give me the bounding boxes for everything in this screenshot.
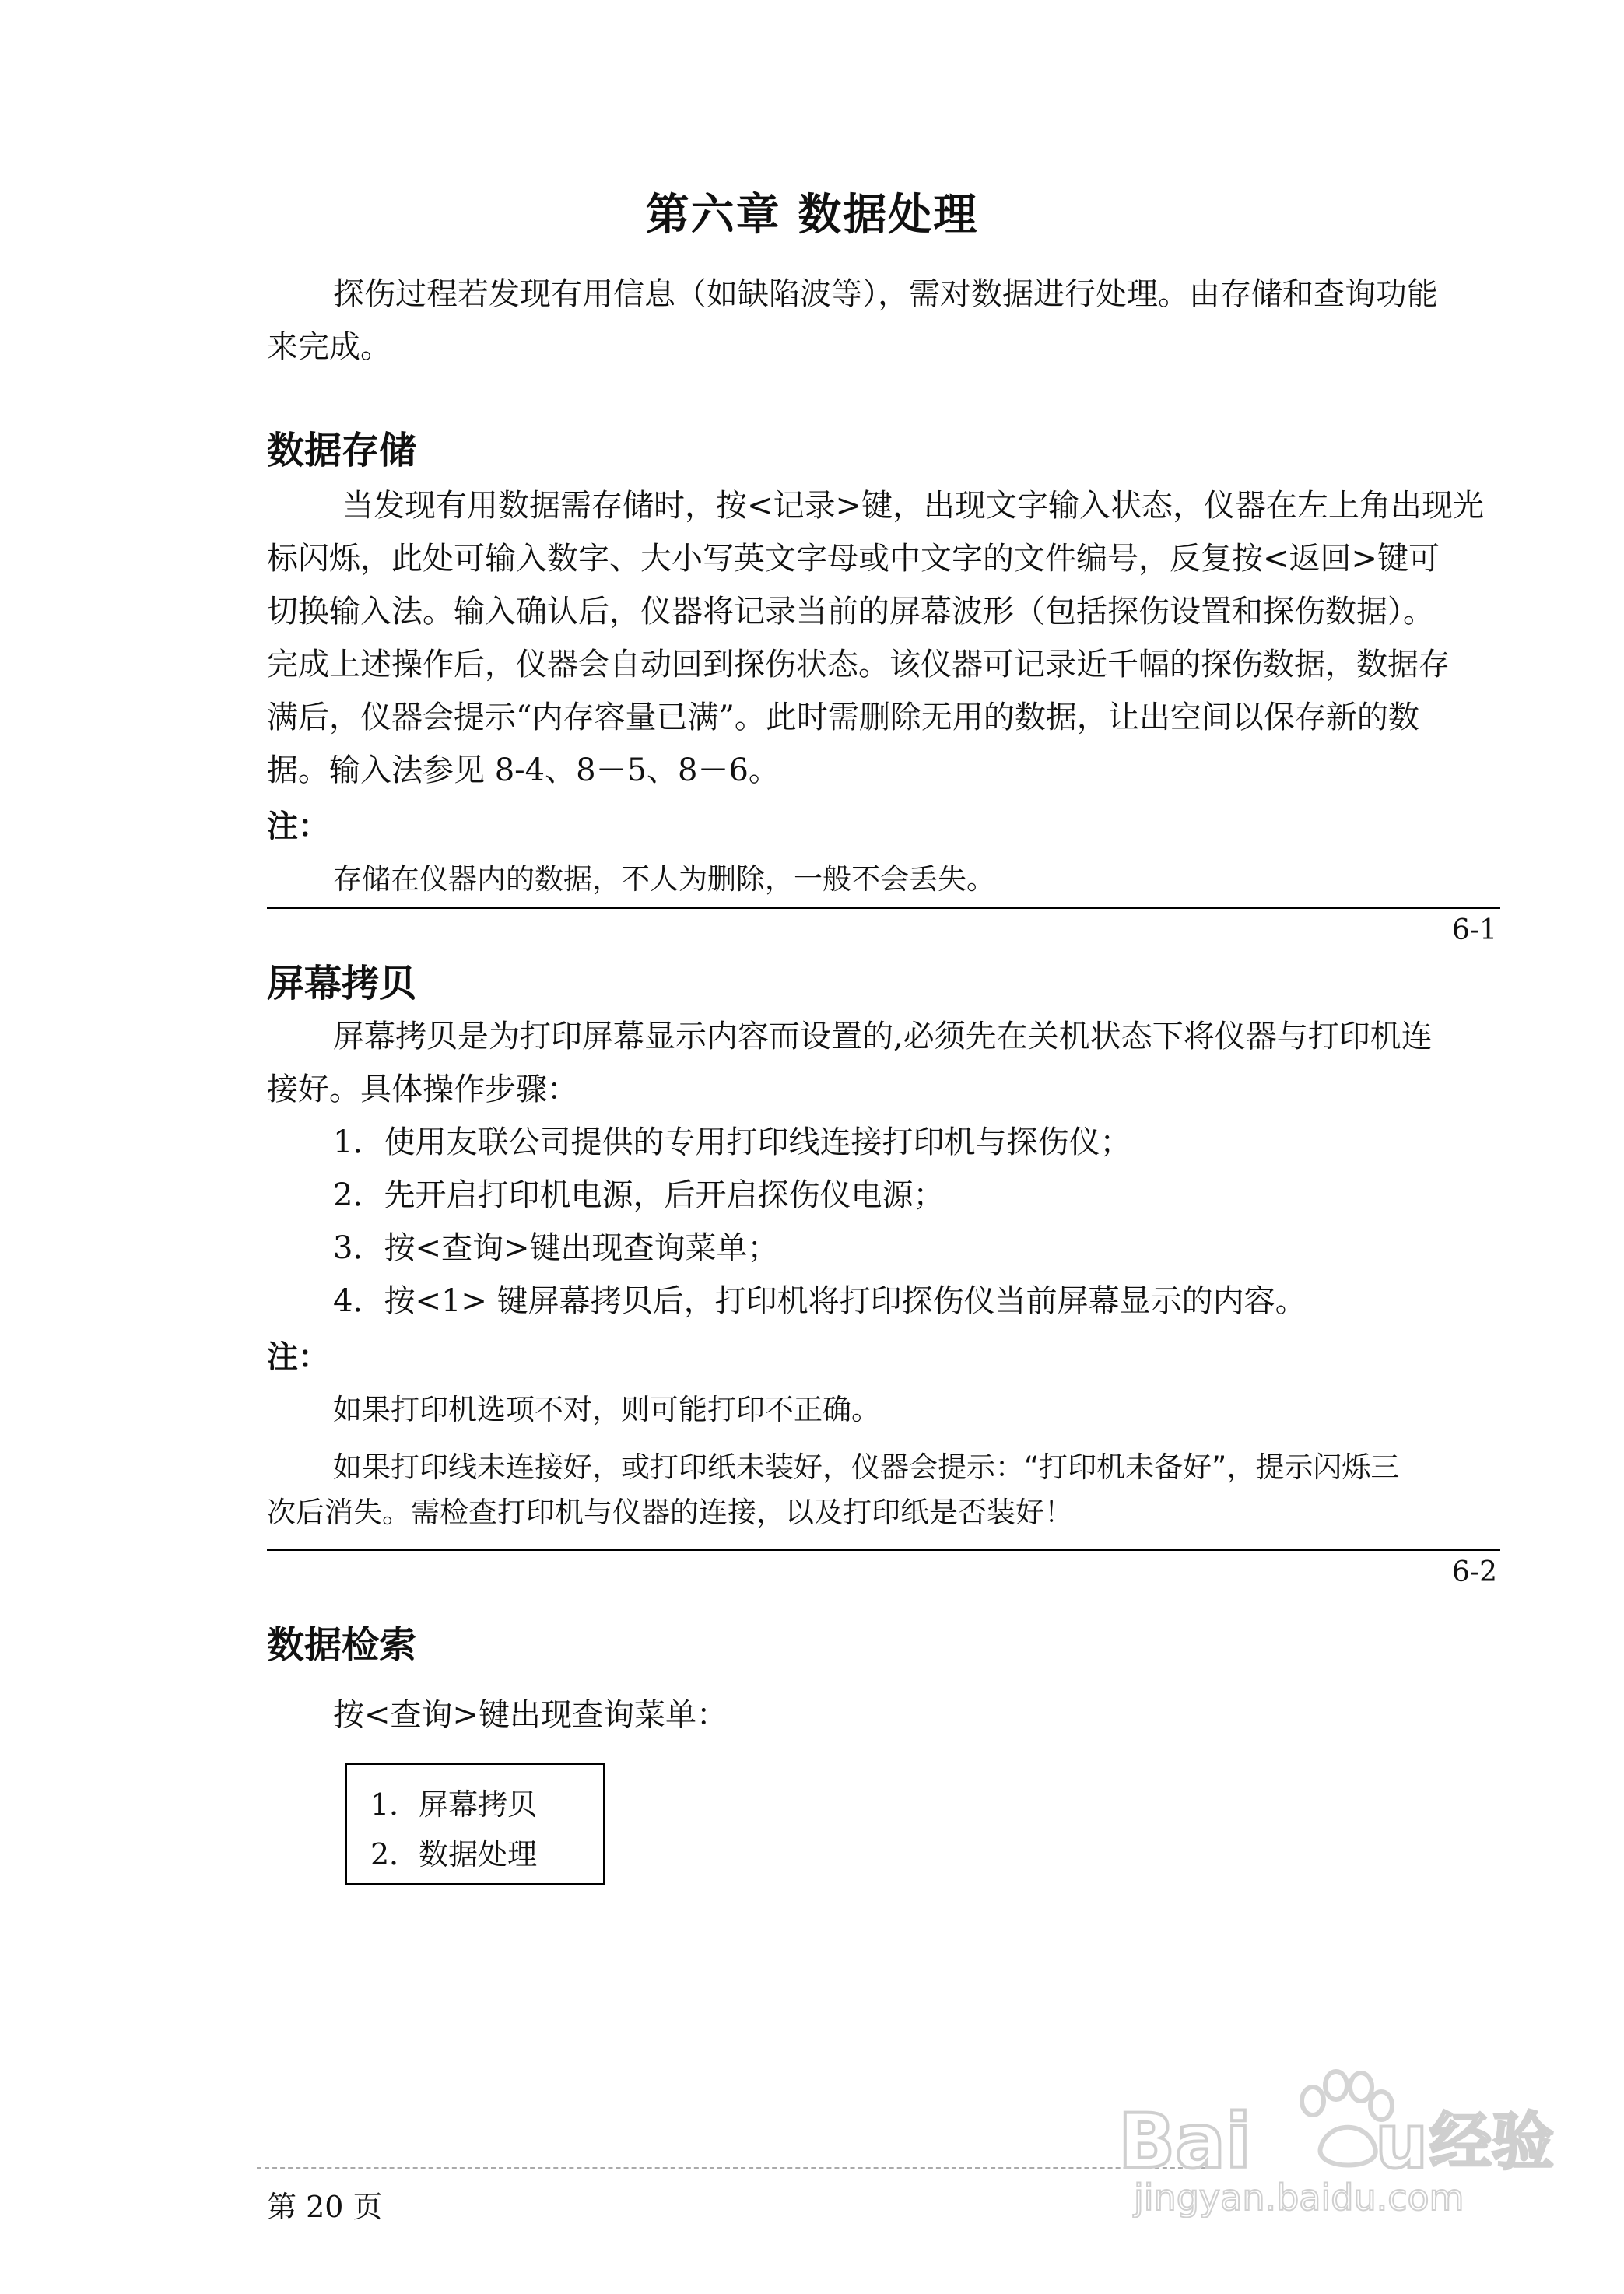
copy-note-label: 注： [267,1339,329,1375]
svg-text:u: u [1375,2098,1429,2185]
chapter-title: 第六章 数据处理 [645,190,979,240]
svg-text:jingyan.baidu.com: jingyan.baidu.com [1134,2176,1464,2218]
intro-line-1: 探伤过程若发现有用信息（如缺陷波等），需对数据进行处理。由存储和查询功能 [333,276,1438,312]
storage-line-1: 当发现有用数据需存储时，按<记录>键，出现文字输入状态，仪器在左上角出现光 [342,488,1485,524]
storage-divider [267,907,1500,909]
copy-page-ref: 6-2 [1452,1556,1497,1588]
footer-divider [257,2167,1206,2169]
copy-note-line-3: 次后消失。需检查打印机与仪器的连接，以及打印纸是否装好！ [267,1496,1073,1529]
footer-page-label: 第 20 页 [267,2190,383,2224]
svg-text:经验: 经验 [1429,2106,1554,2178]
intro-line-2: 来完成。 [267,329,391,365]
storage-line-2: 标闪烁，此处可输入数字、大小写英文字母或中文字的文件编号，反复按<返回>键可 [267,541,1440,577]
storage-line-4: 完成上述操作后，仪器会自动回到探伤状态。该仪器可记录近千幅的探伤数据，数据存 [267,647,1450,682]
copy-step-1: 1．使用友联公司提供的专用打印线连接打印机与探伤仪； [333,1124,1131,1160]
copy-step-2: 2．先开启打印机电源，后开启探伤仪电源； [333,1177,945,1213]
query-menu-item-2: 2．数据处理 [370,1837,538,1871]
copy-line-2: 接好。具体操作步骤： [267,1072,578,1107]
copy-divider [267,1549,1500,1551]
storage-line-5: 满后，仪器会提示“内存容量已满”。此时需删除无用的数据，让出空间以保存新的数 [267,700,1419,735]
search-line: 按<查询>键出现查询菜单： [333,1697,728,1733]
query-menu-box [345,1763,605,1885]
section-title-storage: 数据存储 [267,429,417,472]
storage-line-6: 据。输入法参见 8-4、8－5、8－6。 [267,752,780,788]
copy-step-3: 3．按<查询>键出现查询菜单； [333,1230,779,1266]
copy-step-4: 4．按<1> 键屏幕拷贝后，打印机将打印探伤仪当前屏幕显示的内容。 [333,1283,1307,1319]
section-title-copy: 屏幕拷贝 [267,962,417,1005]
section-title-search: 数据检索 [267,1623,417,1667]
copy-note-line-1: 如果打印机选项不对，则可能打印不正确。 [333,1393,880,1426]
storage-page-ref: 6-1 [1452,914,1497,946]
storage-note-line-1: 存储在仪器内的数据，不人为删除，一般不会丢失。 [333,862,995,896]
storage-line-3: 切换输入法。输入确认后，仪器将记录当前的屏幕波形（包括探伤设置和探伤数据）。 [267,594,1434,630]
storage-note-label: 注： [267,809,329,844]
svg-text:Bai: Bai [1118,2098,1251,2185]
query-menu-item-1: 1．屏幕拷贝 [370,1787,538,1822]
baidu-watermark-logo [1110,2054,1562,2218]
copy-line-1: 屏幕拷贝是为打印屏幕显示内容而设置的,必须先在关机状态下将仪器与打印机连 [333,1019,1433,1054]
copy-note-line-2: 如果打印线未连接好，或打印纸未装好，仪器会提示：“打印机未备好”，提示闪烁三 [333,1450,1400,1484]
